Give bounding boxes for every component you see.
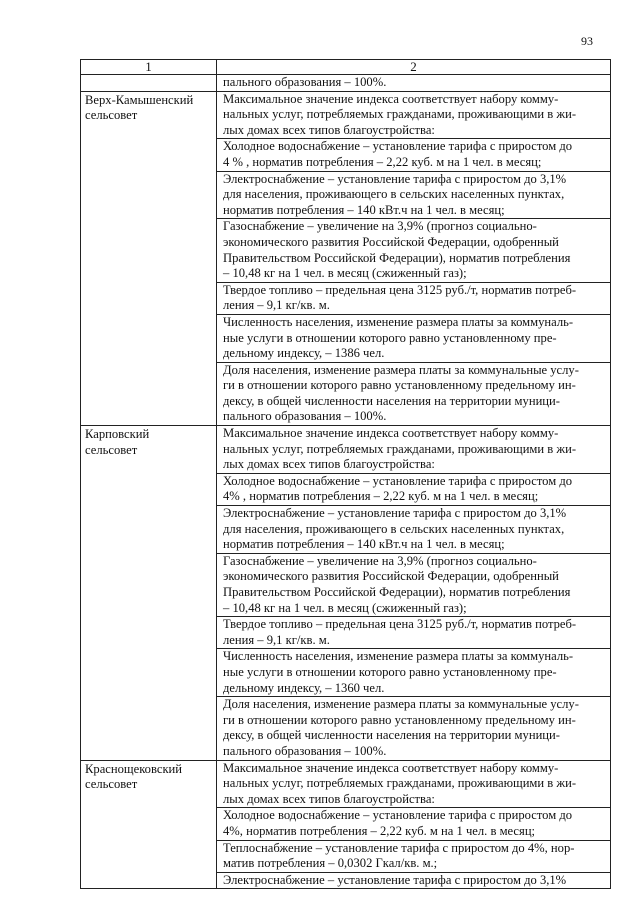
paragraph-line: нальных услуг, потребляемых гражданами, проживающими в жи- [223,441,577,456]
indicator-description-cell [217,91,611,425]
paragraph-line: Холодное водоснабжение – установление тарифа с приростом до [223,808,573,823]
description-paragraph [217,807,610,839]
paragraph-line: пального образования – 100%. [223,75,387,89]
paragraph-line: Численность населения, изменение размера платы за коммуналь- [223,314,574,329]
table-row [81,91,611,425]
description-paragraph [217,218,610,281]
paragraph-line: Доля населения, изменение размера платы за коммунальные услу- [223,697,579,712]
paragraph-line: экономического развития Российской Федерации, одобренный [223,234,559,249]
municipality-name-cell [81,760,217,889]
description-paragraph [217,314,610,362]
municipality-name-line: сельсовет [85,108,138,123]
paragraph-line: лых домах всех типов благоустройства: [223,457,435,472]
description-paragraph [217,553,610,616]
indicator-description-cell [217,760,611,889]
paragraph-line: 4%, норматив потребления – 2,22 куб. м на 1 чел. в месяц; [223,823,536,838]
paragraph-line: – 10,48 кг на 1 чел. в месяц (сжиженный газ); [223,600,467,615]
paragraph-line: матив потребления – 0,0302 Гкал/кв. м.; [223,856,438,871]
table-row [81,426,611,760]
paragraph-line: ления – 9,1 кг/кв. м. [223,298,330,313]
paragraph-line: ные услуги в отношении которого равно установленному пре- [223,664,557,679]
paragraph-line: Твердое топливо – предельная цена 3125 руб./т, норматив потреб- [223,617,577,632]
paragraph-line: нальных услуг, потребляемых гражданами, проживающими в жи- [223,776,577,791]
description-paragraph [217,171,610,219]
paragraph-line: пального образования – 100%. [223,743,387,758]
paragraph-line: Правительством Российской Федерации), норматив потребления [223,250,571,265]
paragraph-line: пального образования – 100%. [223,409,387,424]
paragraph-line: нальных услуг, потребляемых гражданами, проживающими в жи- [223,107,577,122]
paragraph-line: – 10,48 кг на 1 чел. в месяц (сжиженный газ); [223,266,467,281]
table-row [81,760,611,889]
paragraph-line: дельному индексу, – 1386 чел. [223,346,385,361]
description-paragraph [217,282,610,314]
paragraph-line: дексу, в общей численности населения на территории муници- [223,393,560,408]
paragraph-line: ные услуги в отношении которого равно установленному пре- [223,330,557,345]
paragraph-line: для населения, проживающего в сельских населенных пунктах, [223,187,565,202]
paragraph-line: ги в отношении которого равно установленному предельному ин- [223,378,576,393]
paragraph-line: Холодное водоснабжение – установление тарифа с приростом до [223,473,573,488]
municipality-name-line: Верх-Камышенский [85,92,194,107]
paragraph-line: Твердое топливо – предельная цена 3125 руб./т, норматив потреб- [223,282,577,297]
indicator-description-cell [217,426,611,760]
description-paragraph [217,505,610,553]
paragraph-line: Максимальное значение индекса соответствует набору комму- [223,760,559,775]
description-paragraph [217,696,610,759]
description-paragraph [217,473,610,505]
municipality-name-cell [81,91,217,425]
description-paragraph [217,872,610,889]
paragraph-line: Максимальное значение индекса соответствует набору комму- [223,91,559,106]
paragraph-line: дельному индексу, – 1360 чел. [223,680,385,695]
paragraph-line: ги в отношении которого равно установленному предельному ин- [223,712,576,727]
paragraph-line: Электроснабжение – установление тарифа с приростом до 3,1% [223,171,567,186]
description-paragraph [217,426,610,473]
municipality-name-line: сельсовет [85,442,138,457]
paragraph-line: Газоснабжение – увеличение на 3,9% (прогноз социально- [223,553,537,568]
paragraph-line: 4% , норматив потребления – 2,22 куб. м на 1 чел. в месяц; [223,489,539,504]
description-paragraph [217,92,610,139]
paragraph-line: ления – 9,1 кг/кв. м. [223,632,330,647]
paragraph-line: Теплоснабжение – установление тарифа с приростом до 4%, нор- [223,840,575,855]
description-paragraph [217,75,610,91]
table-header-row [81,60,611,75]
paragraph-line: Газоснабжение – увеличение на 3,9% (прогноз социально- [223,219,537,234]
paragraph-line: Холодное водоснабжение – установление тарифа с приростом до [223,139,573,154]
paragraph-line: лых домах всех типов благоустройства: [223,122,435,137]
paragraph-line: норматив потребления – 140 кВт.ч на 1 чел. в месяц; [223,202,505,217]
paragraph-line: экономического развития Российской Федерации, одобренный [223,569,559,584]
paragraph-line: для населения, проживающего в сельских населенных пунктах, [223,521,565,536]
description-paragraph [217,362,610,425]
description-paragraph [217,138,610,170]
description-paragraph [217,840,610,872]
continuation-row [81,75,611,92]
municipality-name-cell [81,426,217,760]
municipality-name-cell [81,75,217,92]
paragraph-line: Правительством Российской Федерации), норматив потребления [223,585,571,599]
paragraph-line: дексу, в общей численности населения на территории муници- [223,728,560,743]
paragraph-line: 4 % , норматив потребления – 2,22 куб. м на 1 чел. в месяц; [223,154,542,169]
indicator-description-cell [217,75,611,92]
page-number: 93 [581,34,593,48]
description-paragraph [217,648,610,696]
municipality-name-line: Карповский [85,427,150,442]
paragraph-line: Электроснабжение – установление тарифа с приростом до 3,1% [223,872,567,887]
municipality-name-line: Краснощековский [85,761,183,776]
paragraph-line: Электроснабжение – установление тарифа с приростом до 3,1% [223,506,567,521]
paragraph-line: норматив потребления – 140 кВт.ч на 1 чел. в месяц; [223,537,505,552]
paragraph-line: лых домах всех типов благоустройства: [223,791,435,806]
paragraph-line: Доля населения, изменение размера платы за коммунальные услу- [223,362,579,377]
description-paragraph [217,616,610,648]
paragraph-line: Численность населения, изменение размера платы за коммуналь- [223,649,574,664]
indices-table [80,59,611,889]
paragraph-line: Максимальное значение индекса соответствует набору комму- [223,426,559,441]
column-header-2: 2 [217,60,611,75]
column-header-1: 1 [81,60,217,75]
description-paragraph [217,761,610,808]
municipality-name-line: сельсовет [85,777,138,792]
